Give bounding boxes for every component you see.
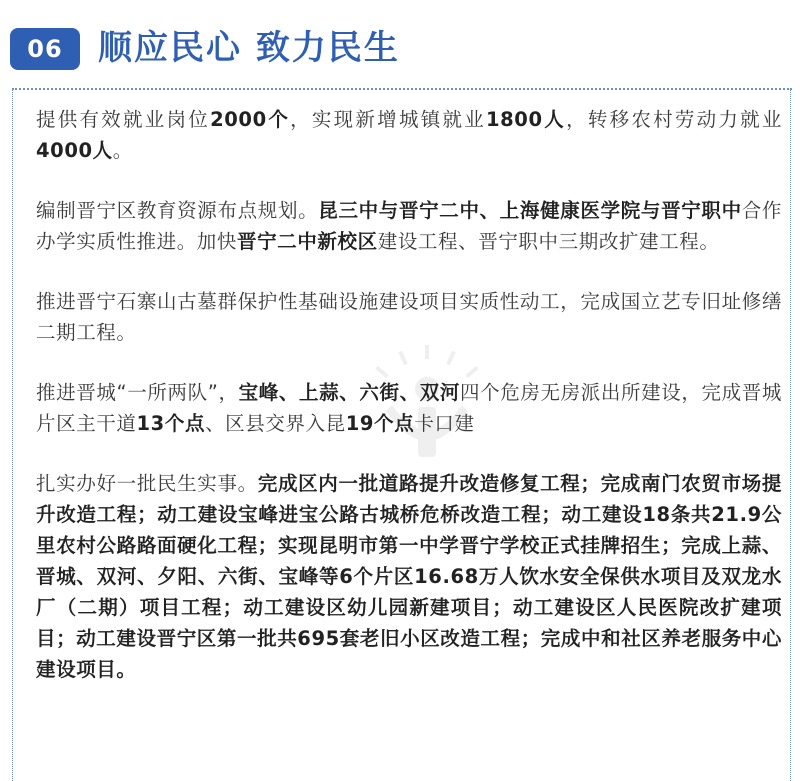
highlight-text: 2000个 <box>210 108 291 131</box>
highlight-text: 晋宁二中新校区 <box>237 230 378 253</box>
dotted-divider <box>12 88 792 90</box>
body-text: 提供有效就业岗位 <box>36 108 211 131</box>
body-text: 卡口建 <box>414 412 475 435</box>
body-text: 合作办学实质性推进。加快 <box>36 199 782 253</box>
body-text: ，实现新增城镇就业 <box>290 108 486 131</box>
dotted-frame-left <box>12 90 13 781</box>
paragraph <box>36 195 782 257</box>
highlight-text: 1800人 <box>485 108 567 131</box>
body-text: 四个危房无房派出所建设，完成晋城片区主干道 <box>36 381 782 435</box>
paragraph <box>36 104 782 166</box>
body-text: ，转移农村劳动力就业 <box>566 108 782 131</box>
section-number-badge: 06 <box>10 28 80 70</box>
content-area <box>36 104 782 714</box>
body-text: 编制晋宁区教育资源布点规划。 <box>36 199 319 222</box>
dotted-frame-right <box>790 90 791 781</box>
highlight-text: 昆三中与晋宁二中、上海健康医学院与晋宁职中 <box>318 199 742 222</box>
paragraph <box>36 468 782 685</box>
section-title: 顺应民心 致力民生 <box>98 28 400 68</box>
section-header <box>0 0 802 86</box>
highlight-text: 4000人 <box>36 139 113 162</box>
body-text: 、区县交界入昆 <box>205 412 346 435</box>
paragraph <box>36 286 782 348</box>
highlight-text: 完成区内一批道路提升改造修复工程；完成南门农贸市场提升改造工程；动工建设宝峰进宝公路古城桥危桥改造工程；动工建设18条共21.9公里农村公路路面硬化工程；实现昆明市第一中学晋宁学校正式挂牌招生；完成上蒜、晋城、双河、夕阳、六街、宝峰等6个片区16.68万人饮水安全保供水项目及双龙水厂（二期）项目工程；动工建设区幼儿园新建项目；动工建设区人民医院改扩建项目；动工建设晋宁区第一批共695套老旧小区改造工程；完成中和社区养老服务中心建设项目。 <box>36 472 783 681</box>
highlight-text: 19个点 <box>345 412 415 435</box>
body-text: 推进晋宁石寨山古墓群保护性基础设施建设项目实质性动工，完成国立艺专旧址修缮二期工程。 <box>36 290 782 344</box>
highlight-text: 宝峰、上蒜、六街、双河 <box>238 381 460 404</box>
body-text: 。 <box>112 139 133 162</box>
paragraph <box>36 377 782 439</box>
highlight-text: 13个点 <box>136 412 206 435</box>
body-text: 建设工程、晋宁职中三期改扩建工程。 <box>377 230 720 253</box>
body-text: 推进晋城“一所两队”， <box>36 381 239 404</box>
body-text: 扎实办好一批民生实事。 <box>36 472 258 495</box>
